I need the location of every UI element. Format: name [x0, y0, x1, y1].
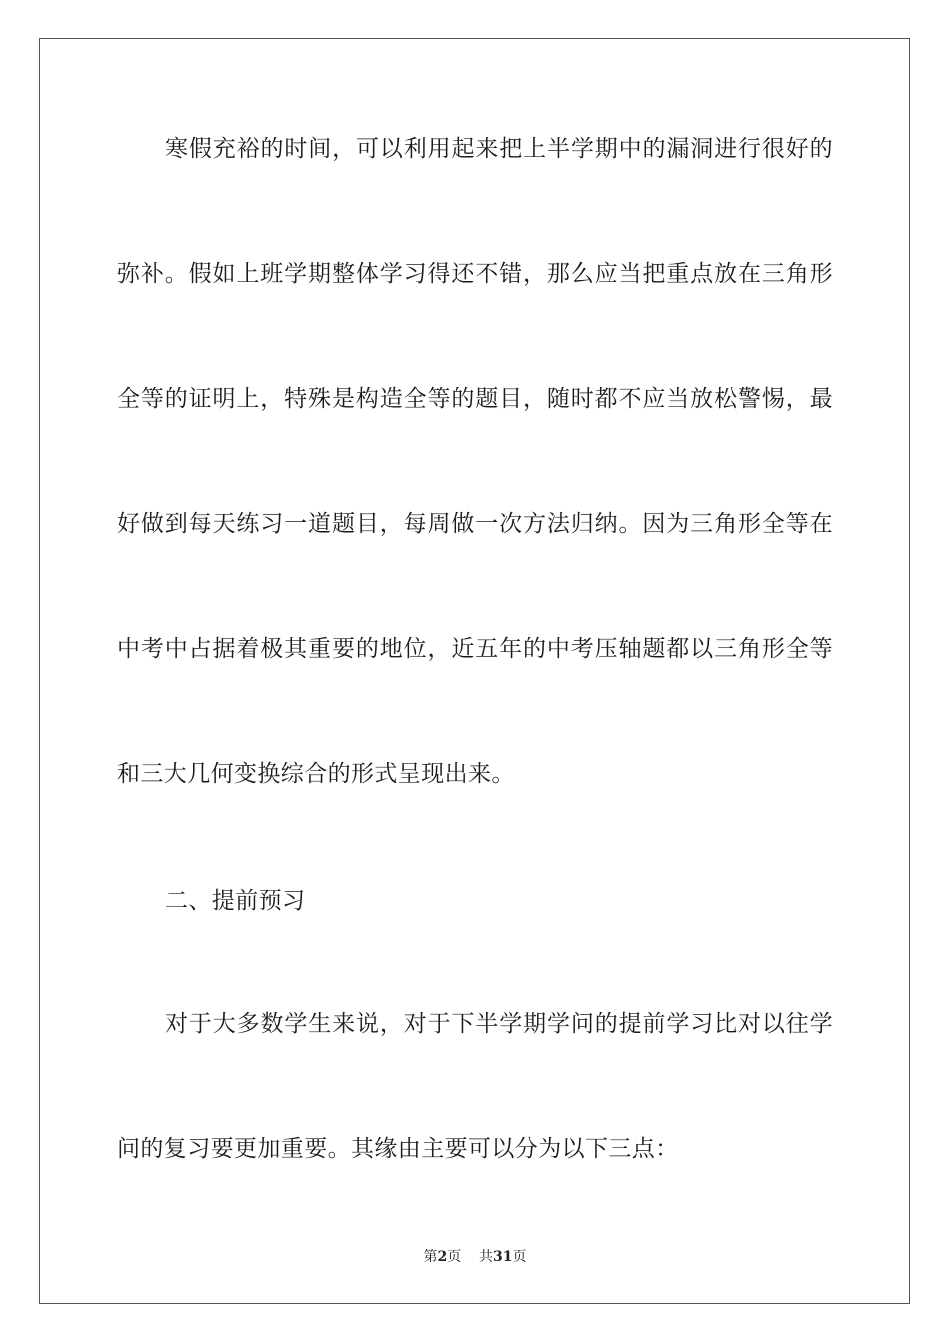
- footer-total-prefix: 共: [479, 1249, 494, 1265]
- footer-total-suffix: 页: [512, 1249, 527, 1265]
- footer-page-suffix: 页: [447, 1249, 462, 1265]
- body-paragraph-1: 寒假充裕的时间，可以利用起来把上半学期中的漏洞进行很好的弥补。假如上班学期整体学习得还不错，那么应当把重点放在三角形全等的证明上，特殊是构造全等的题目，随时都不应当放松警惕，最好做到每天练习一道题目，每周做一次方法归纳。因为三角形全等在中考中占据着极其重要的地位，近五年的中考压轴题都以三角形全等和三大几何变换综合的形式呈现出来。: [117, 136, 833, 787]
- section-heading: 二、提前预习: [165, 888, 306, 914]
- body-paragraph-2: 对于大多数学生来说，对于下半学期学问的提前学习比对以往学问的复习要更加重要。其缘由主要可以分为以下三点：: [117, 1011, 833, 1162]
- page-footer: [0, 1246, 950, 1266]
- footer-page-number: 2: [437, 1249, 448, 1265]
- footer-page-prefix: 第: [423, 1249, 438, 1265]
- footer-total-pages: 31: [493, 1249, 513, 1265]
